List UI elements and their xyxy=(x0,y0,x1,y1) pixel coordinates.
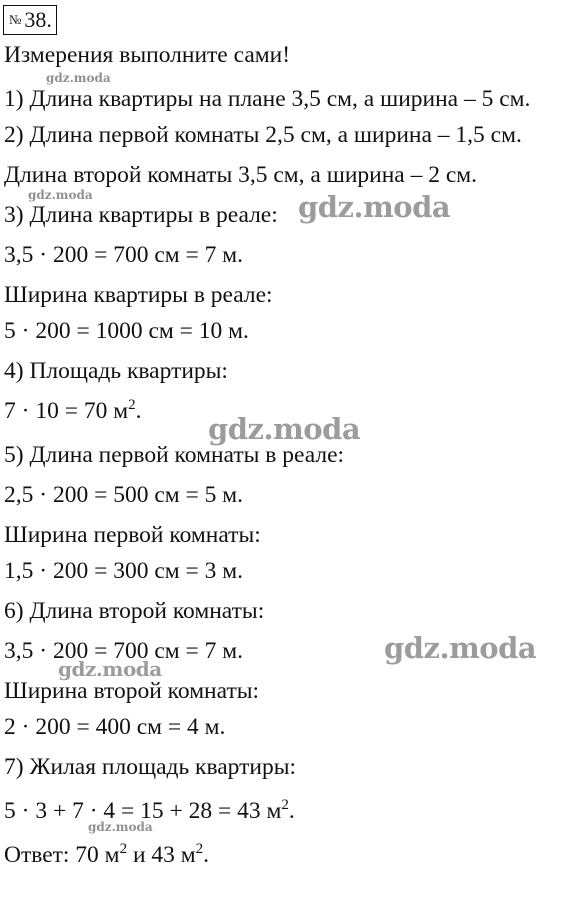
length-calc-line: 3,5 · 200 = 700 см = 7 м. xyxy=(4,242,244,268)
room2-length-calc-line: 3,5 · 200 = 700 см = 7 м. xyxy=(4,638,244,664)
room2-width-calc-line: 2 · 200 = 400 см = 4 м. xyxy=(4,714,226,740)
problem-number: 38. xyxy=(24,7,52,32)
step-2-line: 2) Длина первой комнаты 2,5 см, а ширина – 1,5 см. xyxy=(4,122,522,148)
second-room-plan-line: Длина второй комнаты 3,5 см, а ширина – 2 см. xyxy=(4,162,478,188)
number-sign: № xyxy=(9,12,22,27)
area-calc-end: . xyxy=(135,398,142,424)
step-1-line: 1) Длина квартиры на плане 3,5 см, а ширина – 5 см. xyxy=(4,86,531,112)
answer-exponent-2: 2 xyxy=(195,841,204,857)
living-area-end: . xyxy=(288,798,295,824)
step-5-line: 5) Длина первой комнаты в реале: xyxy=(4,442,345,468)
step-3-line: 3) Длина квартиры в реале: xyxy=(4,202,278,228)
watermark: gdz.moda xyxy=(28,188,93,202)
step-6-line: 6) Длина второй комнаты: xyxy=(4,598,265,624)
width-calc-line: 5 · 200 = 1000 см = 10 м. xyxy=(4,318,249,344)
watermark: gdz.moda xyxy=(88,820,153,834)
instruction-line: Измерения выполните сами! xyxy=(4,42,291,68)
watermark: gdz.moda xyxy=(46,71,111,85)
answer-middle: и 43 м xyxy=(127,842,196,868)
step-4-line: 4) Площадь квартиры: xyxy=(4,358,228,384)
living-area-text: 5 · 3 + 7 · 4 = 15 + 28 = 43 м xyxy=(4,798,282,824)
room2-width-heading-line: Ширина второй комнаты: xyxy=(4,678,260,704)
problem-number-badge xyxy=(3,5,57,35)
watermark: gdz.moda xyxy=(208,412,361,446)
answer-line xyxy=(4,840,209,870)
width-heading-line: Ширина квартиры в реале: xyxy=(4,282,273,308)
answer-prefix: Ответ: 70 м xyxy=(4,842,120,868)
answer-end: . xyxy=(203,842,210,868)
room1-width-heading-line: Ширина первой комнаты: xyxy=(4,522,261,548)
area-exponent: 2 xyxy=(128,397,136,413)
living-area-exponent: 2 xyxy=(281,797,289,813)
area-calc-line xyxy=(4,396,141,426)
area-calc-text: 7 · 10 = 70 м xyxy=(4,398,129,424)
watermark: gdz.moda xyxy=(298,190,451,224)
room1-length-calc-line: 2,5 · 200 = 500 см = 5 м. xyxy=(4,482,244,508)
watermark: gdz.moda xyxy=(58,657,162,681)
room1-width-calc-line: 1,5 · 200 = 300 см = 3 м. xyxy=(4,558,244,584)
step-7-line: 7) Жилая площадь квартиры: xyxy=(4,754,297,780)
answer-exponent-1: 2 xyxy=(119,841,128,857)
watermark: gdz.moda xyxy=(384,631,537,665)
